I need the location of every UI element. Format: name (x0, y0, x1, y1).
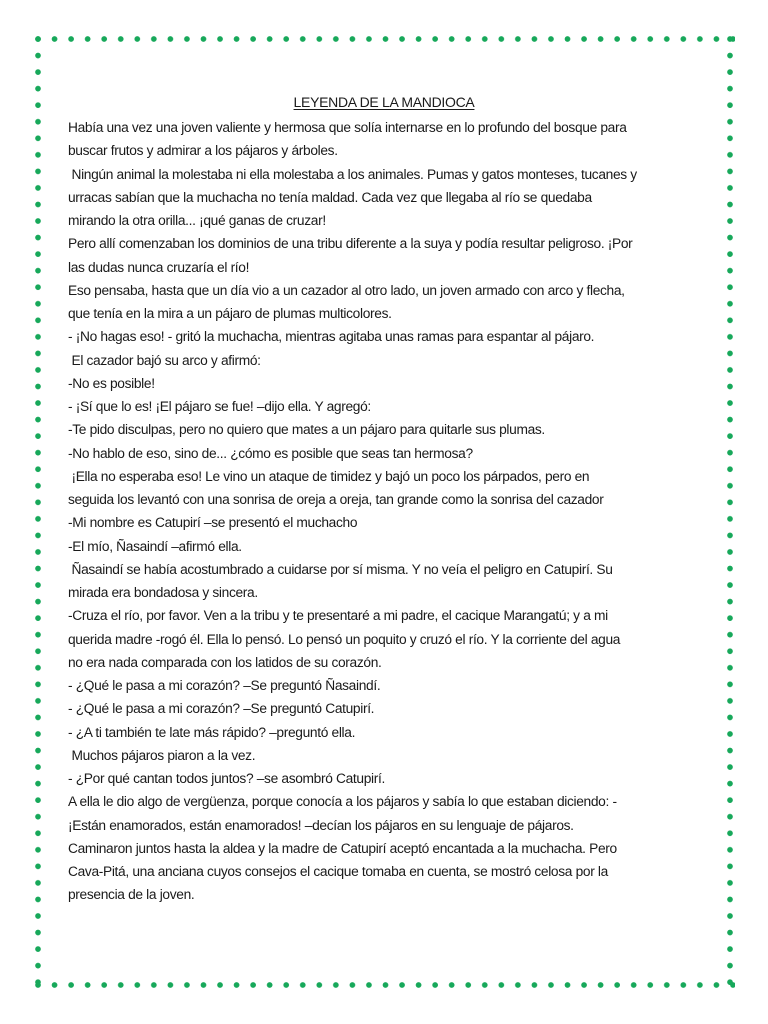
text-line: Ñasaindí se había acostumbrado a cuidarse por sí misma. Y no veía el peligro en Catupirí. Su (68, 561, 613, 578)
text-line: que tenía en la mira a un pájaro de plumas multicolores. (68, 306, 392, 322)
text-line: -No hablo de eso, sino de... ¿cómo es posible que seas tan hermosa? (68, 445, 473, 462)
text-line: Pero allí comenzaban los dominios de una tribu diferente a la suya y podía resultar peligroso. ¡Por (68, 236, 633, 253)
text-line: seguida los levantó con una sonrisa de oreja a oreja, tan grande como la sonrisa del cazador (68, 492, 604, 508)
text-line: urracas sabían que la muchacha no tenía maldad. Cada vez que llegaba al río se quedaba (68, 189, 592, 206)
story-text (68, 117, 728, 908)
dotted-border-bottom (35, 982, 735, 988)
text-line: -Cruza el río, por favor. Ven a la tribu y te presentaré a mi padre, el cacique Marangatú; y a mi (68, 608, 608, 625)
text-line: A ella le dio algo de vergüenza, porque conocía a los pájaros y sabía lo que estaban diciendo: - (68, 794, 617, 811)
text-line: Había una vez una joven valiente y hermosa que solía internarse en lo profundo del bosque para (68, 120, 627, 136)
text-line: - ¿Por qué cantan todos juntos? –se asombró Catupirí. (68, 771, 385, 787)
dotted-border-top (35, 36, 735, 42)
text-line: - ¡No hagas eso! - gritó la muchacha, mientras agitaba unas ramas para espantar al pájaro. (68, 329, 595, 346)
text-line: Ningún animal la molestaba ni ella molestaba a los animales. Pumas y gatos monteses, tucanes y (68, 166, 637, 183)
text-line: -Te pido disculpas, pero no quiero que mates a un pájaro para quitarle sus plumas. (68, 422, 545, 439)
text-line: -El mío, Ñasaindí –afirmó ella. (68, 538, 242, 555)
document-title-wrap (0, 94, 768, 110)
dotted-border-left (35, 36, 41, 988)
text-line: Muchos pájaros piaron a la vez. (68, 747, 256, 764)
text-line: ¡Ella no esperaba eso! Le vino un ataque de timidez y bajó un poco los párpados, pero en (68, 468, 590, 485)
text-line: querida madre -rogó él. Ella lo pensó. Lo pensó un poquito y cruzó el río. Y la corriente del agua (68, 631, 621, 648)
text-line: - ¿Qué le pasa a mi corazón? –Se preguntó Ñasaindí. (68, 678, 381, 694)
text-line: El cazador bajó su arco y afirmó: (68, 352, 261, 369)
text-line: -No es posible! (68, 375, 155, 392)
text-line: - ¡Sí que lo es! ¡El pájaro se fue! –dijo ella. Y agregó: (68, 399, 371, 415)
text-line: mirada era bondadosa y sincera. (68, 585, 258, 601)
text-line: Cava-Pitá, una anciana cuyos consejos el cacique tomaba en cuenta, se mostró celosa por la (68, 864, 608, 880)
text-line: mirando la otra orilla... ¡qué ganas de cruzar! (68, 213, 326, 229)
text-line: Eso pensaba, hasta que un día vio a un cazador al otro lado, un joven armado con arco y flecha, (68, 282, 625, 299)
document-title: LEYENDA DE LA MANDIOCA (293, 94, 475, 110)
text-line: ¡Están enamorados, están enamorados! –decían los pájaros en su lenguaje de pájaros. (68, 817, 574, 834)
text-line: -Mi nombre es Catupirí –se presentó el muchacho (68, 515, 358, 532)
text-line: Caminaron juntos hasta la aldea y la madre de Catupirí aceptó encantada a la muchacha. Pero (68, 840, 617, 857)
text-line: presencia de la joven. (68, 887, 195, 904)
text-line: buscar frutos y admirar a los pájaros y árboles. (68, 143, 338, 160)
text-line: no era nada comparada con los latidos de su corazón. (68, 654, 382, 671)
text-line: las dudas nunca cruzaría el río! (68, 259, 250, 276)
text-line: - ¿A ti también te late más rápido? –preguntó ella. (68, 724, 356, 741)
text-line: - ¿Qué le pasa a mi corazón? –Se preguntó Catupirí. (68, 701, 375, 718)
